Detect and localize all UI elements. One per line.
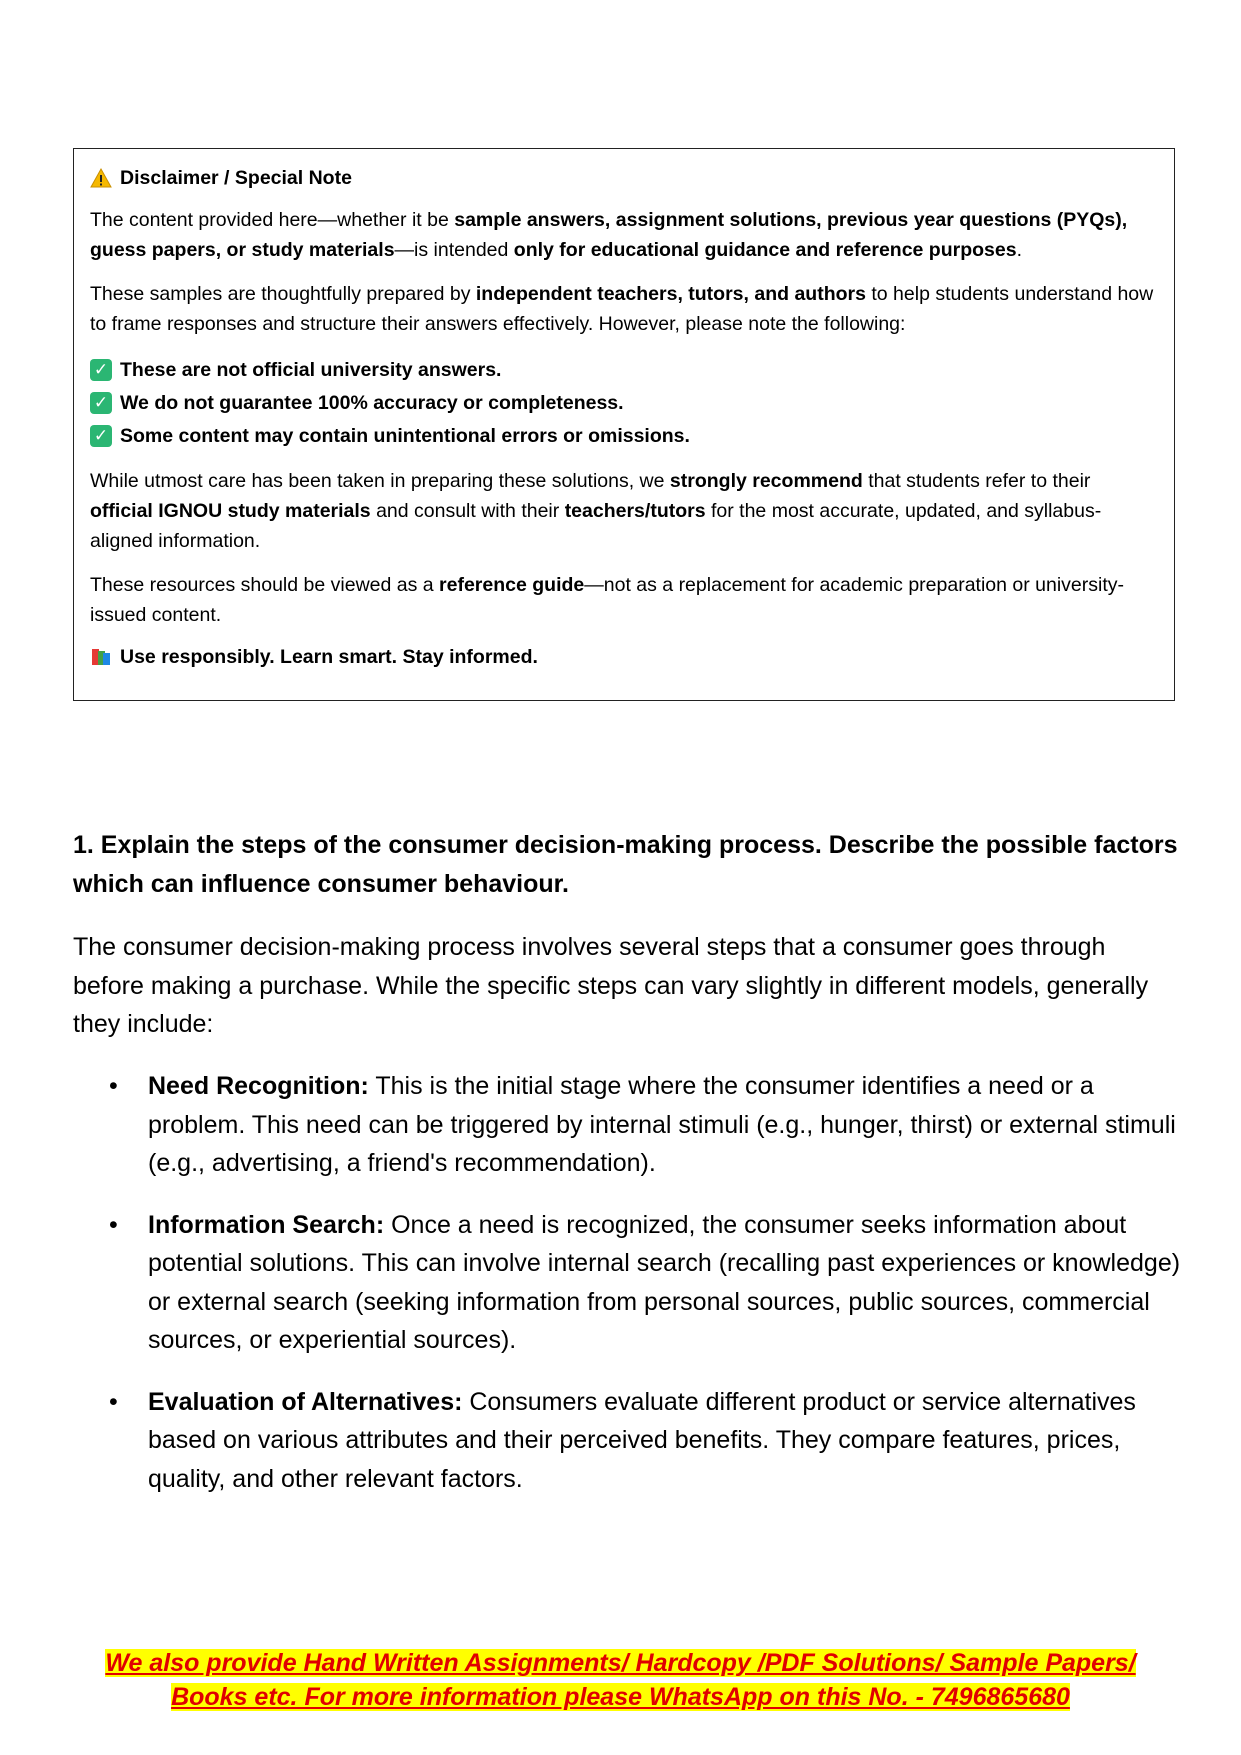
list-item xyxy=(73,1383,1183,1499)
question-heading: 1. Explain the steps of the consumer decision-making process. Describe the possible factors which can influence consumer behaviour. xyxy=(73,831,1178,898)
check-item xyxy=(90,353,1158,386)
text-run: These samples are thoughtfully prepared by xyxy=(90,283,476,305)
check-item-text: These are not official university answers. xyxy=(120,358,502,381)
bullet: • xyxy=(109,1210,118,1239)
disclaimer-title xyxy=(90,163,1158,193)
bold-run: sample answers, assignment solutions, previous year questions (PYQs), guess papers, or study materials xyxy=(90,209,1128,261)
text-run: and consult with their xyxy=(370,500,565,522)
check-item-text: Some content may contain unintentional errors or omissions. xyxy=(120,424,690,447)
text-run: —not as a replacement for academic preparation or university-issued content. xyxy=(90,574,1125,626)
promo-line-1: We also provide Hand Written Assignments/ Hardcopy /PDF Solutions/ Sample Papers/ xyxy=(105,1649,1136,1677)
text-run: that students refer to their xyxy=(862,470,1091,492)
disclaimer-paragraph-3 xyxy=(90,466,1158,556)
check-mark-icon: ✓ xyxy=(90,425,112,447)
disclaimer-footer xyxy=(90,642,1158,672)
bold-run: official IGNOU study materials xyxy=(90,500,371,522)
text-run: These resources should be viewed as a xyxy=(90,574,440,596)
disclaimer-title-text: Disclaimer / Special Note xyxy=(120,167,352,189)
check-item-text: We do not guarantee 100% accuracy or completeness. xyxy=(120,391,624,414)
promo-banner xyxy=(80,1646,1161,1714)
check-mark-icon: ✓ xyxy=(90,359,112,381)
text-run: The content provided here—whether it be xyxy=(90,209,455,231)
bullet: • xyxy=(109,1072,118,1100)
question-intro: The consumer decision-making process involves several steps that a consumer goes through before making a purchase. While the specific steps can vary slightly in different models, generally they include: xyxy=(73,933,1149,1038)
step-text: Consumers evaluate different product or service alternatives based on various attributes and their perceived benefits. They compare features, prices, quality, and other relevant factors. xyxy=(148,1387,1136,1493)
books-icon xyxy=(90,646,112,668)
disclaimer-footer-text: Use responsibly. Learn smart. Stay informed. xyxy=(120,646,538,668)
disclaimer-paragraph-4 xyxy=(90,570,1158,630)
text-run: to help students understand how to frame responses and structure their answers effectively. However, please note the following: xyxy=(90,283,1154,335)
step-term: Need Recognition: xyxy=(148,1072,369,1100)
text-run: for the most accurate, updated, and syllabus-aligned information. xyxy=(90,500,1102,552)
list-item xyxy=(73,1206,1183,1360)
disclaimer-box xyxy=(73,148,1175,701)
promo-line-2: Books etc. For more information please WhatsApp on this No. - 7496865680 xyxy=(171,1683,1070,1711)
warning-icon xyxy=(90,167,112,189)
check-item xyxy=(90,419,1158,452)
check-item xyxy=(90,386,1158,419)
bold-run: teachers/tutors xyxy=(564,500,706,522)
bullet: • xyxy=(109,1387,118,1416)
step-text: This is the initial stage where the consumer identifies a need or a problem. This need can be triggered by internal stimuli (e.g., hunger, thirst) or external stimuli (e.g., advertising, a friend's recommendation). xyxy=(148,1072,1176,1177)
steps-list xyxy=(73,1067,1183,1521)
step-term: Information Search: xyxy=(148,1210,385,1239)
text-run: While utmost care has been taken in preparing these solutions, we xyxy=(90,470,670,492)
bold-run: only for educational guidance and reference purposes xyxy=(513,239,1017,261)
check-list xyxy=(90,353,1158,452)
disclaimer-paragraph-1 xyxy=(90,205,1158,265)
bold-run: independent teachers, tutors, and authors xyxy=(475,283,866,305)
step-text: Once a need is recognized, the consumer seeks information about potential solutions. This can involve internal search (recalling past experiences or knowledge) or external search (seeking information from personal sources, public sources, commercial sources, or experiential sources). xyxy=(148,1210,1181,1354)
check-mark-icon: ✓ xyxy=(90,392,112,414)
text-run: —is intended xyxy=(394,239,514,261)
bold-run: strongly recommend xyxy=(669,470,863,492)
list-item xyxy=(73,1067,1183,1183)
step-term: Evaluation of Alternatives: xyxy=(148,1387,463,1416)
bold-run: reference guide xyxy=(439,574,585,596)
text-run: . xyxy=(1016,239,1023,261)
disclaimer-paragraph-2 xyxy=(90,279,1158,339)
